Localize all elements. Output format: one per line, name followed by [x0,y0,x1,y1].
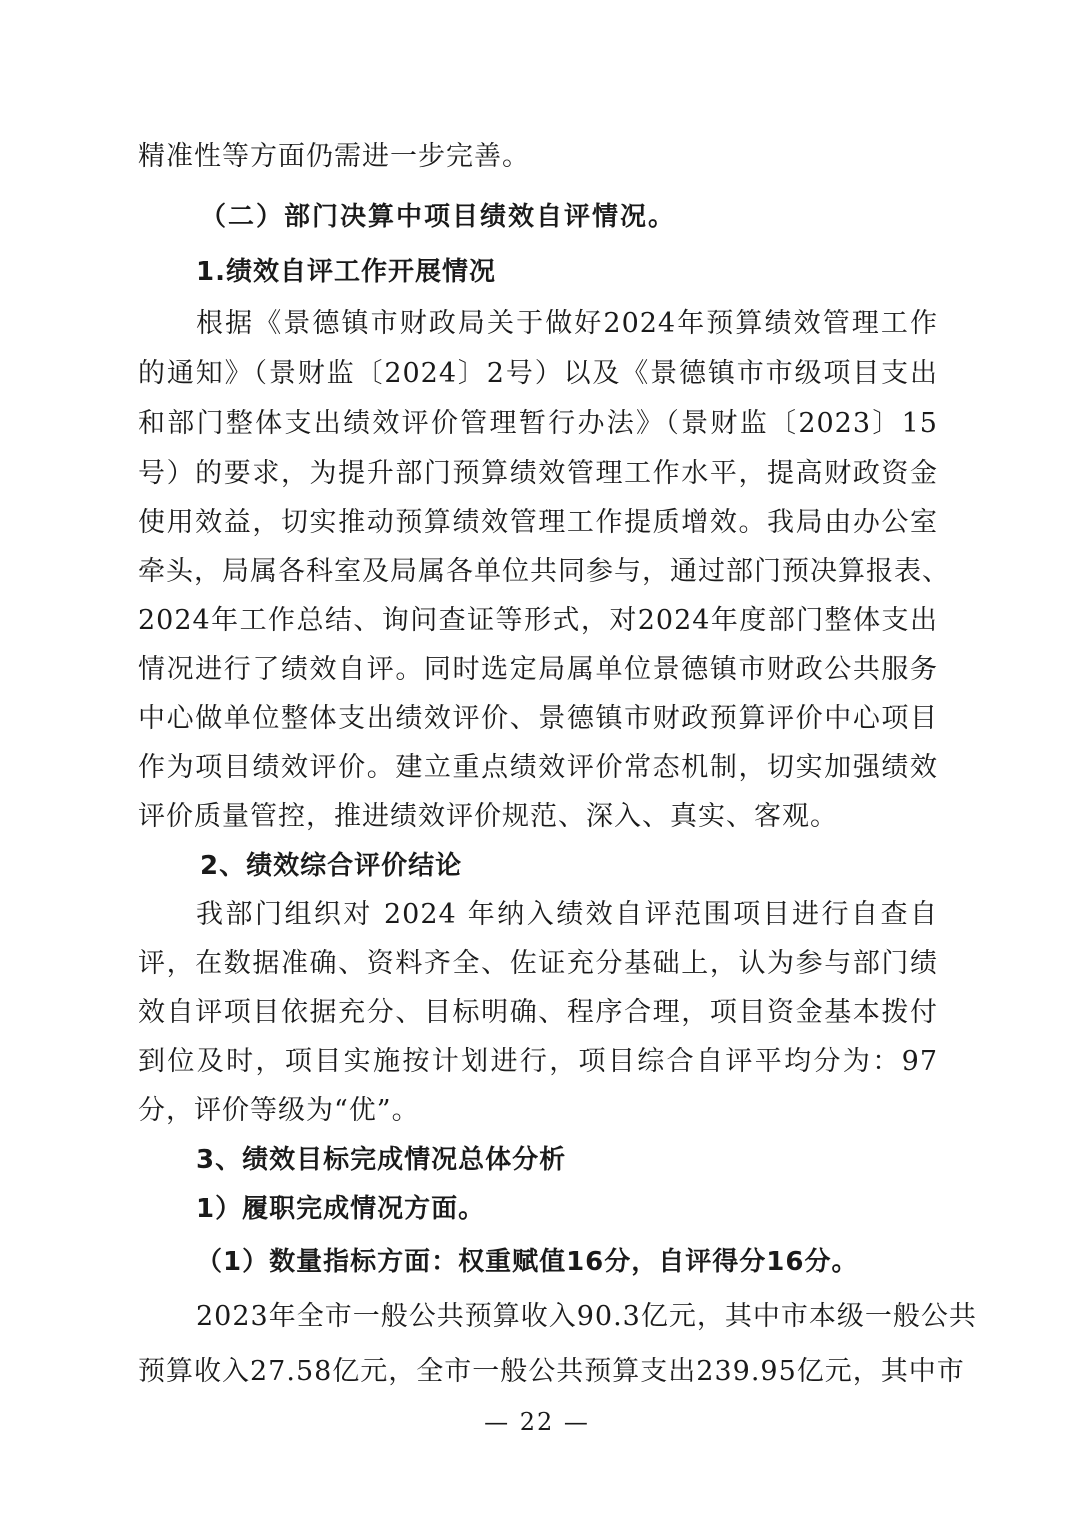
body-text-line: 和部门整体支出绩效评价管理暂行办法》（景财监〔2023〕15 [138,408,938,439]
body-text-line: 到位及时，项目实施按计划进行，项目综合自评平均分为：97 [138,1046,938,1077]
body-text-line: 的通知》（景财监〔2024〕2号）以及《景德镇市市级项目支出 [138,358,938,389]
body-text-line: 2023年全市一般公共预算收入90.3亿元，其中市本级一般公共 [196,1301,977,1332]
body-text-line: 根据《景德镇市财政局关于做好2024年预算绩效管理工作 [196,308,938,339]
body-text-line: 使用效益，切实推动预算绩效管理工作提质增效。我局由办公室 [138,507,938,538]
body-text-line: 预算收入27.58亿元，全市一般公共预算支出239.95亿元，其中市 [138,1356,965,1387]
body-text-line: 效自评项目依据充分、目标明确、程序合理，项目资金基本拨付 [138,997,938,1028]
page-number: — 22 — [484,1408,590,1436]
section-heading: （二）部门决算中项目绩效自评情况。 [200,202,677,232]
subsection-heading: （1）数量指标方面：权重赋值16分，自评得分16分。 [196,1247,859,1277]
body-text-line: 分，评价等级为“优”。 [138,1095,420,1126]
body-text-line: 精准性等方面仍需进一步完善。 [138,141,530,172]
subsection-heading: 2、绩效综合评价结论 [200,851,463,881]
body-text-line: 牵头，局属各科室及局属各单位共同参与，通过部门预决算报表、 [138,556,950,587]
subsection-heading: 1.绩效自评工作开展情况 [196,257,496,287]
subsection-heading: 3、绩效目标完成情况总体分析 [196,1145,567,1175]
body-text-line: 作为项目绩效评价。建立重点绩效评价常态机制，切实加强绩效 [138,752,938,783]
subsection-heading: 1）履职完成情况方面。 [196,1194,486,1224]
body-text-line: 评，在数据准确、资料齐全、佐证充分基础上，认为参与部门绩 [138,948,938,979]
body-text-line: 2024年工作总结、询问查证等形式，对2024年度部门整体支出 [138,605,938,636]
body-text-line: 号）的要求，为提升部门预算绩效管理工作水平，提高财政资金 [138,458,938,489]
body-text-line: 情况进行了绩效自评。同时选定局属单位景德镇市财政公共服务 [138,654,938,685]
body-text-line: 我部门组织对 2024 年纳入绩效自评范围项目进行自查自 [196,899,938,930]
body-text-line: 中心做单位整体支出绩效评价、景德镇市财政预算评价中心项目 [138,703,938,734]
body-text-line: 评价质量管控，推进绩效评价规范、深入、真实、客观。 [138,801,838,832]
